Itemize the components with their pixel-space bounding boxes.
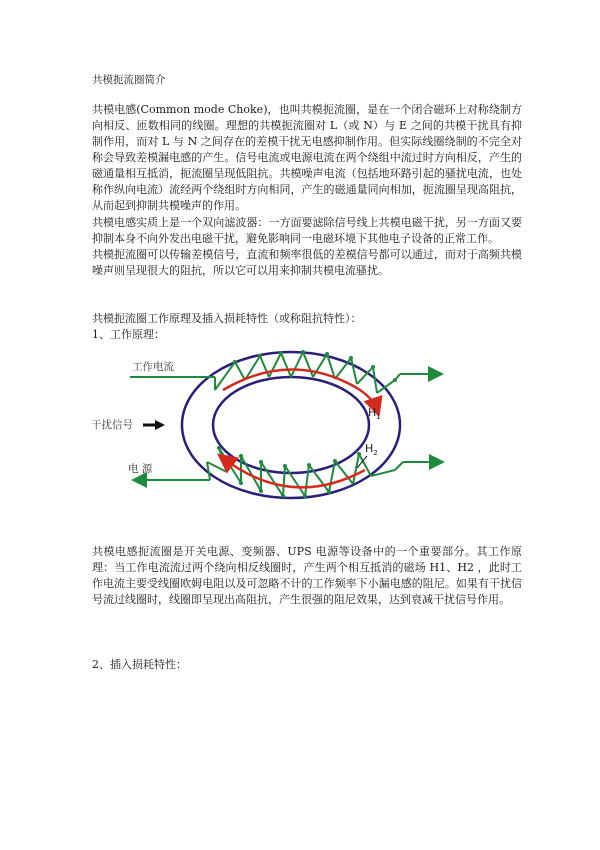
filter-paragraph: 共模电感实质上是一个双向滤波器：一方面要滤除信号线上共模电磁干扰，另一方面又要抑制本身不向外发出电磁干扰，避免影响同一电磁环境下其他电子设备的正常工作。 [92,216,522,245]
intro-paragraph: 共模电感(Common mode Choke)，也叫共模扼流圈，是在一个闭合磁环上对称绕制方向相反、匝数相同的线圈。理想的共模扼流圈对 L（或 N）与 E 之间的共模干扰具有抑制作用，而对 L 与 N 之间存在的差模干扰无电感抑制作用。但实际线圈绕制的不完全对称会导致差模漏电感的产生。信号电流或电源电流在两个绕组中流过时方向相反，产生的磁通量相互抵消，扼流圈呈现低阻抗。共模噪声电流（包括地环路引起的骚扰电流，也处称作纵向电流）流经两个绕组时方向相同，产生的磁通量同向相加，扼流圈呈现高阻抗，从而起到抑制共模噪声的作用。 [92,103,522,212]
section-principle-subtitle: 1、工作原理： [92,328,165,341]
choke-diagram [91,330,455,510]
field-h1-arrow [223,369,377,410]
impedance-paragraph: 共模扼流圈可以传输差模信号，直流和频率很低的差模信号都可以通过，而对于高频共模噪声则呈现很大的阻抗，所以它可以用来抑制共模电流骚扰。 [92,248,522,277]
label-work-current: 工作电流 [132,361,174,373]
interference-arrow-icon [143,420,165,430]
section-principle-title: 共模扼流圈工作原理及插入损耗特性（或称阻抗特性）： [92,312,362,325]
doc-title: 共模扼流圈简介 [92,74,166,86]
label-h1: $H_1$ [368,406,381,421]
principle-paragraph: 共模电感扼流圈是开关电源、变频器、UPS 电源等设备中的一个重要部分。其工作原理：当工作电流流过两个绕向相反线圈时，产生两个相互抵消的磁场 H1、H2 ，此时工作电流主要受线圈欧姆电阻以及可忽略不计的工作频率下小漏电感的阻尼。如果有干扰信号流过线圈时，线圈即呈现出高阻抗，产生很强的阻尼效果，达到衰减干扰信号作用。 [92,545,522,606]
upper-winding [130,352,440,393]
lower-winding [135,448,441,496]
section-insertion-loss-title: 2、插入损耗特性： [92,658,187,671]
label-power-source: 电 源 [128,463,153,475]
label-h2: $H_2$ [365,442,378,457]
label-interference-signal: 干扰信号 [91,419,133,431]
